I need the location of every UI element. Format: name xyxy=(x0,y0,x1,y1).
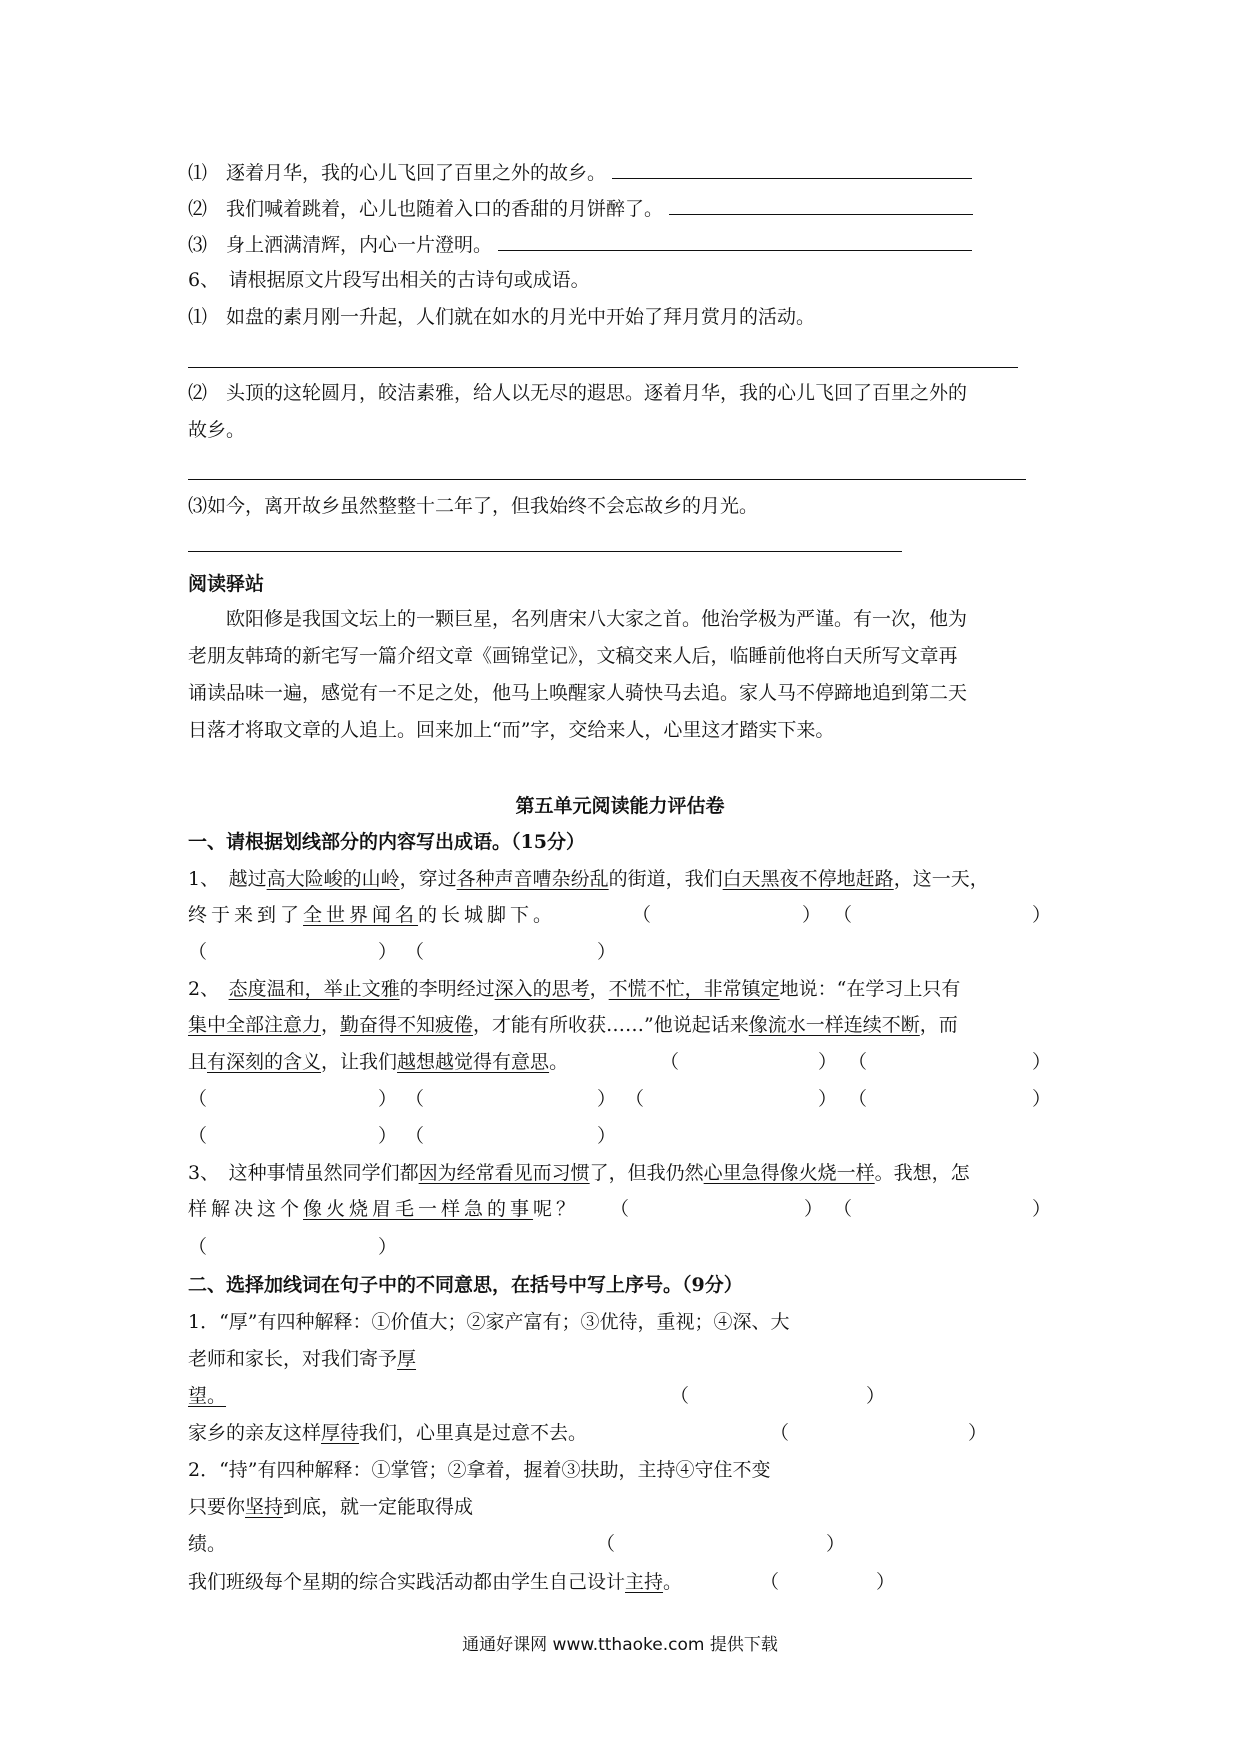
q6-item-2-line-1: ⑵ 头顶的这轮圆月，皎洁素雅，给人以无尽的遐思。逐着月华，我的心儿飞回了百里之外的 xyxy=(188,382,968,404)
paren-open[interactable]: （ xyxy=(833,904,853,926)
underlined-phrase: 各种声音嘈杂纷乱 xyxy=(456,868,609,890)
answer-line[interactable] xyxy=(669,194,973,215)
paren-open[interactable]: （ xyxy=(632,904,652,926)
footer-note: 通通好课网 www.tthaoke.com 提供下载 xyxy=(462,1635,778,1655)
paren-open[interactable]: （ xyxy=(188,1236,208,1258)
paren-open[interactable]: （ xyxy=(596,1533,616,1555)
paren-close[interactable]: ） xyxy=(1032,1051,1052,1073)
s1-q1-line-1: 1、 越过高大险峻的山岭，穿过各种声音嘈杂纷乱的街道，我们白天黑夜不停地赶路，这一天， xyxy=(188,868,989,890)
underlined-phrase: 因为经常看见而习惯 xyxy=(418,1162,590,1184)
paren-close[interactable]: ） xyxy=(378,1236,398,1258)
paren-close[interactable]: ） xyxy=(378,1125,398,1147)
q6-item-3: ⑶如今，离开故乡虽然整整十二年了，但我始终不会忘故乡的月光。 xyxy=(188,495,759,517)
paren-close[interactable]: ） xyxy=(968,1422,988,1444)
answer-line[interactable] xyxy=(188,367,1018,368)
paren-close[interactable]: ） xyxy=(1032,1198,1052,1220)
underlined-phrase: 勤奋得不知疲倦 xyxy=(340,1014,474,1036)
paren-open[interactable]: （ xyxy=(833,1198,853,1220)
underlined-phrase: 全世界闻名 xyxy=(303,904,419,926)
underlined-phrase: 集中全部注意力 xyxy=(188,1014,322,1036)
q5-item-2: ⑵ 我们喊着跳着，心儿也随着入口的香甜的月饼醉了。 xyxy=(188,194,973,222)
s1-q3-line-2: 样解决这个像火烧眉毛一样急的事呢？ xyxy=(188,1198,580,1220)
paren-open[interactable]: （ xyxy=(625,1088,645,1110)
paren-open[interactable]: （ xyxy=(848,1051,868,1073)
paren-close[interactable]: ） xyxy=(876,1571,896,1593)
s1-q1-line-2: 终于来到了全世界闻名的长城脚下。 xyxy=(188,904,557,926)
s1-q2-line-1: 2、 态度温和，举止文雅的李明经过深入的思考，不慌不忙，非常镇定地说：“在学习上只有 xyxy=(188,978,961,1000)
s1-q2-line-3: 且有深刻的含义，让我们越想越觉得有意思。 xyxy=(188,1051,569,1073)
reading-station-title: 阅读驿站 xyxy=(188,573,265,595)
paren-open[interactable]: （ xyxy=(770,1422,790,1444)
underlined-phrase: 高大险峻的山岭 xyxy=(266,868,400,890)
paren-open[interactable]: （ xyxy=(188,1088,208,1110)
s2-q1-sentence-a: 老师和家长，对我们寄予厚 xyxy=(188,1348,417,1370)
answer-line[interactable] xyxy=(188,551,902,552)
paren-open[interactable]: （ xyxy=(760,1571,780,1593)
s2-q1-def: 1．“厚”有四种解释：①价值大；②家产富有；③优待，重视；④深、大 xyxy=(188,1311,790,1333)
paren-close[interactable]: ） xyxy=(1032,1088,1052,1110)
section2-title: 二、选择加线词在句子中的不同意思，在括号中写上序号。（9分） xyxy=(188,1274,743,1296)
underlined-word: 厚待 xyxy=(321,1422,360,1444)
paren-close[interactable]: ） xyxy=(378,1088,398,1110)
paren-close[interactable]: ） xyxy=(818,1051,838,1073)
underlined-phrase: 不慌不忙，非常镇定 xyxy=(608,978,780,1000)
answer-line[interactable] xyxy=(498,230,972,251)
reading-line-1: 欧阳修是我国文坛上的一颗巨星，名列唐宋八大家之首。他治学极为严谨。有一次，他为 xyxy=(188,608,968,630)
paren-close[interactable]: ） xyxy=(378,941,398,963)
paren-open[interactable]: （ xyxy=(848,1088,868,1110)
q6-title: 6、 请根据原文片段写出相关的古诗句或成语。 xyxy=(188,269,590,291)
paren-open[interactable]: （ xyxy=(405,1088,425,1110)
unit5-title: 第五单元阅读能力评估卷 xyxy=(515,795,725,817)
reading-line-4: 日落才将取文章的人追上。回来加上“而”字，交给来人，心里这才踏实下来。 xyxy=(188,719,835,741)
section1-title: 一、请根据划线部分的内容写出成语。（15分） xyxy=(188,831,585,853)
paren-open[interactable]: （ xyxy=(405,941,425,963)
reading-line-2: 老朋友韩琦的新宅写一篇介绍文章《画锦堂记》，文稿交来人后，临睡前他将白天所写文章再 xyxy=(188,645,958,667)
paren-open[interactable]: （ xyxy=(188,941,208,963)
answer-line[interactable] xyxy=(188,479,1026,480)
paren-close[interactable]: ） xyxy=(597,941,617,963)
s2-q1-sentence-a-end xyxy=(188,1383,226,1409)
paren-close[interactable]: ） xyxy=(597,1088,617,1110)
s2-q2-sentence-a: 只要你坚持到底，就一定能取得成 xyxy=(188,1496,474,1518)
paren-close[interactable]: ） xyxy=(826,1533,846,1555)
q5-item-1: ⑴ 逐着月华，我的心儿飞回了百里之外的故乡。 xyxy=(188,158,972,186)
underlined-phrase: 深入的思考 xyxy=(494,978,590,1000)
paren-close[interactable]: ） xyxy=(804,1198,824,1220)
s2-q2-sentence-b: 我们班级每个星期的综合实践活动都由学生自己设计主持。 xyxy=(188,1571,683,1593)
underlined-phrase: 心里急得像火烧一样 xyxy=(703,1162,875,1184)
paren-close[interactable]: ） xyxy=(802,904,822,926)
underlined-phrase: 态度温和，举止文雅 xyxy=(228,978,400,1000)
underlined-phrase: 有深刻的含义 xyxy=(207,1051,322,1073)
paren-open[interactable]: （ xyxy=(610,1198,630,1220)
paren-open[interactable]: （ xyxy=(660,1051,680,1073)
underlined-phrase: 越想越觉得有意思 xyxy=(397,1051,550,1073)
s1-q2-line-2: 集中全部注意力，勤奋得不知疲倦，才能有所收获……”他说起话来像流水一样连续不断，而 xyxy=(188,1014,958,1036)
paren-close[interactable]: ） xyxy=(866,1385,886,1407)
paren-open[interactable]: （ xyxy=(188,1125,208,1147)
s2-q1-sentence-b: 家乡的亲友这样厚待我们，心里真是过意不去。 xyxy=(188,1422,588,1444)
underlined-word: 坚持 xyxy=(245,1496,284,1518)
paren-close[interactable]: ） xyxy=(1032,904,1052,926)
reading-line-3: 诵读品味一遍，感觉有一不足之处，他马上唤醒家人骑快马去追。家人马不停蹄地追到第二天 xyxy=(188,682,968,704)
underlined-phrase: 像流水一样连续不断 xyxy=(748,1014,920,1036)
paren-close[interactable]: ） xyxy=(818,1088,838,1110)
q6-item-1: ⑴ 如盘的素月刚一升起，人们就在如水的月光中开始了拜月赏月的活动。 xyxy=(188,306,816,328)
paren-close[interactable]: ） xyxy=(597,1125,617,1147)
underlined-word: 望。 xyxy=(188,1385,227,1407)
paren-open[interactable]: （ xyxy=(670,1385,690,1407)
q6-item-2-line-2: 故乡。 xyxy=(188,419,246,441)
underlined-word: 厚 xyxy=(397,1348,417,1370)
answer-line[interactable] xyxy=(612,158,972,179)
s1-q3-line-1: 3、 这种事情虽然同学们都因为经常看见而习惯了，但我仍然心里急得像火烧一样。我想，怎 xyxy=(188,1162,970,1184)
q5-item-3: ⑶ 身上洒满清辉，内心一片澄明。 xyxy=(188,230,972,258)
paren-open[interactable]: （ xyxy=(405,1125,425,1147)
s2-q2-def: 2．“持”有四种解释：①掌管；②拿着，握着③扶助，主持④守住不变 xyxy=(188,1459,771,1481)
s2-q2-sentence-a-end: 绩。 xyxy=(188,1533,227,1555)
underlined-phrase: 像火烧眉毛一样急的事 xyxy=(303,1198,534,1220)
underlined-word: 主持 xyxy=(625,1571,664,1593)
underlined-phrase: 白天黑夜不停地赶路 xyxy=(722,868,894,890)
